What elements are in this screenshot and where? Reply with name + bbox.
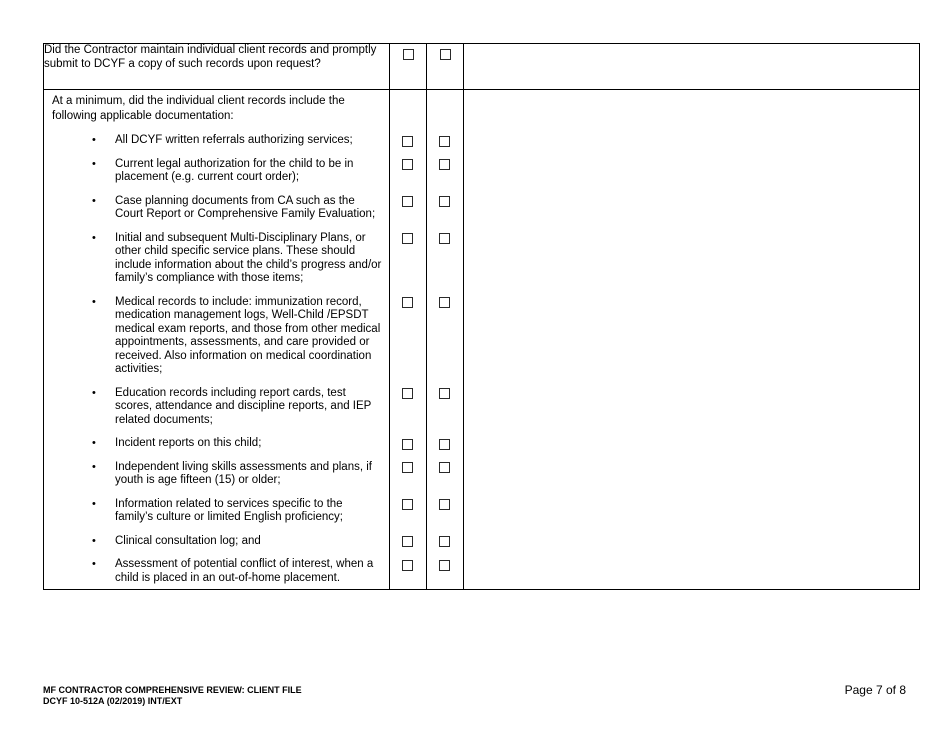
no-checkbox[interactable] xyxy=(439,439,450,450)
yes-checkbox[interactable] xyxy=(402,297,413,308)
question-client-records: Did the Contractor maintain individual client records and promptly submit to DCYF a copy of such records upon request? xyxy=(44,44,390,90)
yes-checkbox[interactable] xyxy=(402,439,413,450)
question-row-client-records xyxy=(44,44,920,90)
no-checkbox[interactable] xyxy=(439,462,450,473)
bullet-icon: • xyxy=(92,534,96,547)
bullet-icon: • xyxy=(92,231,96,244)
documentation-item xyxy=(44,195,389,222)
documentation-item xyxy=(44,134,389,148)
documentation-item xyxy=(44,296,389,377)
no-checkbox[interactable] xyxy=(439,136,450,147)
documentation-item-label: Incident reports on this child; xyxy=(115,437,262,449)
documentation-item xyxy=(44,461,389,488)
page-number: Page 7 of 8 xyxy=(844,683,906,697)
bullet-icon: • xyxy=(92,460,96,473)
documentation-item xyxy=(44,437,389,451)
bullet-icon: • xyxy=(92,134,96,146)
no-checkbox[interactable] xyxy=(439,233,450,244)
documentation-item-label: Medical records to include: immunization record, medication management logs, Well-Child /EPSDT medical exam reports, and those from other medical appointments, assessments, and care provided or received. Also information on medical coordination activities; xyxy=(115,295,381,375)
documentation-item xyxy=(44,387,389,428)
no-checkbox[interactable] xyxy=(439,196,450,207)
bullet-icon: • xyxy=(92,194,96,207)
comments-cell[interactable] xyxy=(464,90,920,590)
footer-form-info xyxy=(43,685,302,707)
no-checkbox[interactable] xyxy=(439,159,450,170)
yes-checkbox[interactable] xyxy=(402,560,413,571)
yes-checkbox[interactable] xyxy=(402,233,413,244)
bullet-icon: • xyxy=(92,497,96,510)
no-checkbox[interactable] xyxy=(439,388,450,399)
yes-checkbox[interactable] xyxy=(402,499,413,510)
bullet-icon: • xyxy=(92,558,96,570)
documentation-item-label: Clinical consultation log; and xyxy=(115,534,261,547)
bullet-icon: • xyxy=(92,386,96,399)
bullet-icon: • xyxy=(92,157,96,170)
documentation-item-label: Information related to services specific to the family’s culture or limited English proficiency; xyxy=(115,497,343,523)
documentation-item xyxy=(44,535,389,549)
documentation-list xyxy=(44,134,389,589)
yes-checkbox[interactable] xyxy=(402,462,413,473)
form-title: MF CONTRACTOR COMPREHENSIVE REVIEW: CLIENT FILE xyxy=(43,685,302,695)
question-row-documentation xyxy=(44,90,920,590)
documentation-item-label: Independent living skills assessments and plans, if youth is age fifteen (15) or older; xyxy=(115,460,372,486)
yes-checkbox[interactable] xyxy=(402,159,413,170)
yes-checkbox[interactable] xyxy=(402,388,413,399)
comments-cell[interactable] xyxy=(464,44,920,90)
yes-checkbox[interactable] xyxy=(402,136,413,147)
no-checkbox[interactable] xyxy=(440,49,451,60)
documentation-item-label: Assessment of potential conflict of interest, when a child is placed in an out-of-home placement. xyxy=(115,558,374,584)
documentation-item xyxy=(44,498,389,525)
no-checkbox[interactable] xyxy=(439,297,450,308)
review-table xyxy=(43,43,920,590)
form-number: DCYF 10-512A (02/2019) INT/EXT xyxy=(43,696,183,706)
documentation-item-label: Initial and subsequent Multi-Disciplinary Plans, or other child specific service plans. These should include information about the child’s progress and/or family’s compliance with those items; xyxy=(115,231,382,284)
documentation-item xyxy=(44,158,389,185)
documentation-item-label: Current legal authorization for the child to be in placement (e.g. current court order); xyxy=(115,157,354,183)
documentation-item-label: Education records including report cards, test scores, attendance and discipline reports, and IEP related documents; xyxy=(115,386,372,426)
no-checkbox[interactable] xyxy=(439,536,450,547)
question-documentation-intro: At a minimum, did the individual client records include the following applicable documentation: xyxy=(52,95,345,122)
yes-checkbox[interactable] xyxy=(402,196,413,207)
documentation-item-label: Case planning documents from CA such as the Court Report or Comprehensive Family Evaluation; xyxy=(115,194,376,220)
no-checkbox[interactable] xyxy=(439,499,450,510)
bullet-icon: • xyxy=(92,295,96,308)
yes-checkbox[interactable] xyxy=(402,536,413,547)
bullet-icon: • xyxy=(92,437,96,449)
no-checkbox[interactable] xyxy=(439,560,450,571)
yes-checkbox[interactable] xyxy=(403,49,414,60)
documentation-item-label: All DCYF written referrals authorizing services; xyxy=(115,134,353,146)
documentation-item xyxy=(44,558,389,585)
documentation-item xyxy=(44,232,389,286)
